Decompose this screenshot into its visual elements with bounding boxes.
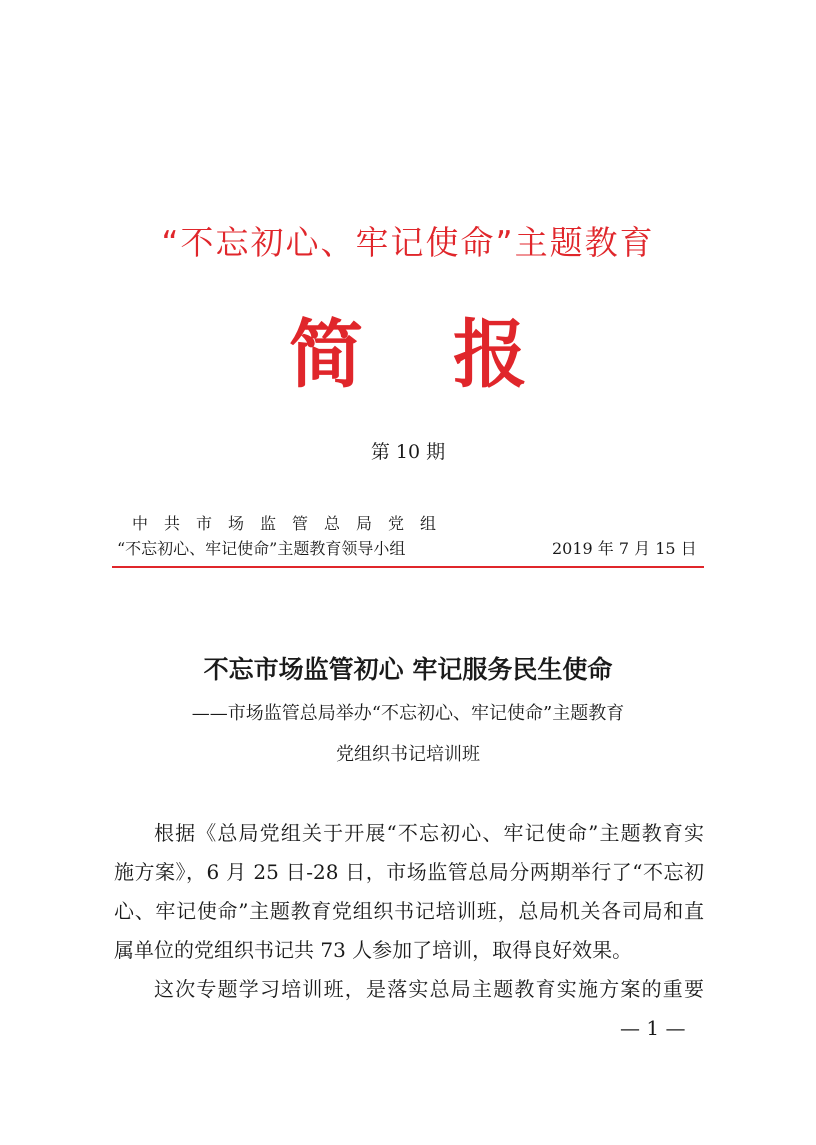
issuer-line-1: 中共市场监管总局党组 [132,514,453,533]
body-line-4: 属单位的党组织书记共 73 人参加了培训，取得良好效果。 [114,938,633,962]
body-line-3: 心、牢记使命”主题教育党组织书记培训班，总局机关各司局和直 [114,899,704,923]
page-number: — 1 — [620,1016,686,1040]
issue-number: 第 10 期 [370,441,446,463]
issue-date: 2019 年 7 月 15 日 [552,539,697,558]
body-line-5: 这次专题学习培训班，是落实总局主题教育实施方案的重要 [154,977,704,1001]
body-line-2: 施方案》，6 月 25 日-28 日，市场监管总局分两期举行了“不忘初 [114,860,704,884]
article-subtitle-line-2: 党组织书记培训班 [336,744,480,765]
brief-title: 简报 [289,312,617,398]
article-subtitle-line-1: ——市场监管总局举办“不忘初心、牢记使命”主题教育 [191,703,625,724]
article-title: 不忘市场监管初心 牢记服务民生使命 [203,655,613,684]
issuer-line-2: “不忘初心、牢记使命”主题教育领导小组 [117,539,406,558]
body-line-1: 根据《总局党组关于开展“不忘初心、牢记使命”主题教育实 [154,821,704,845]
banner-title: “不忘初心、牢记使命”主题教育 [161,223,655,262]
header-divider [112,566,704,568]
